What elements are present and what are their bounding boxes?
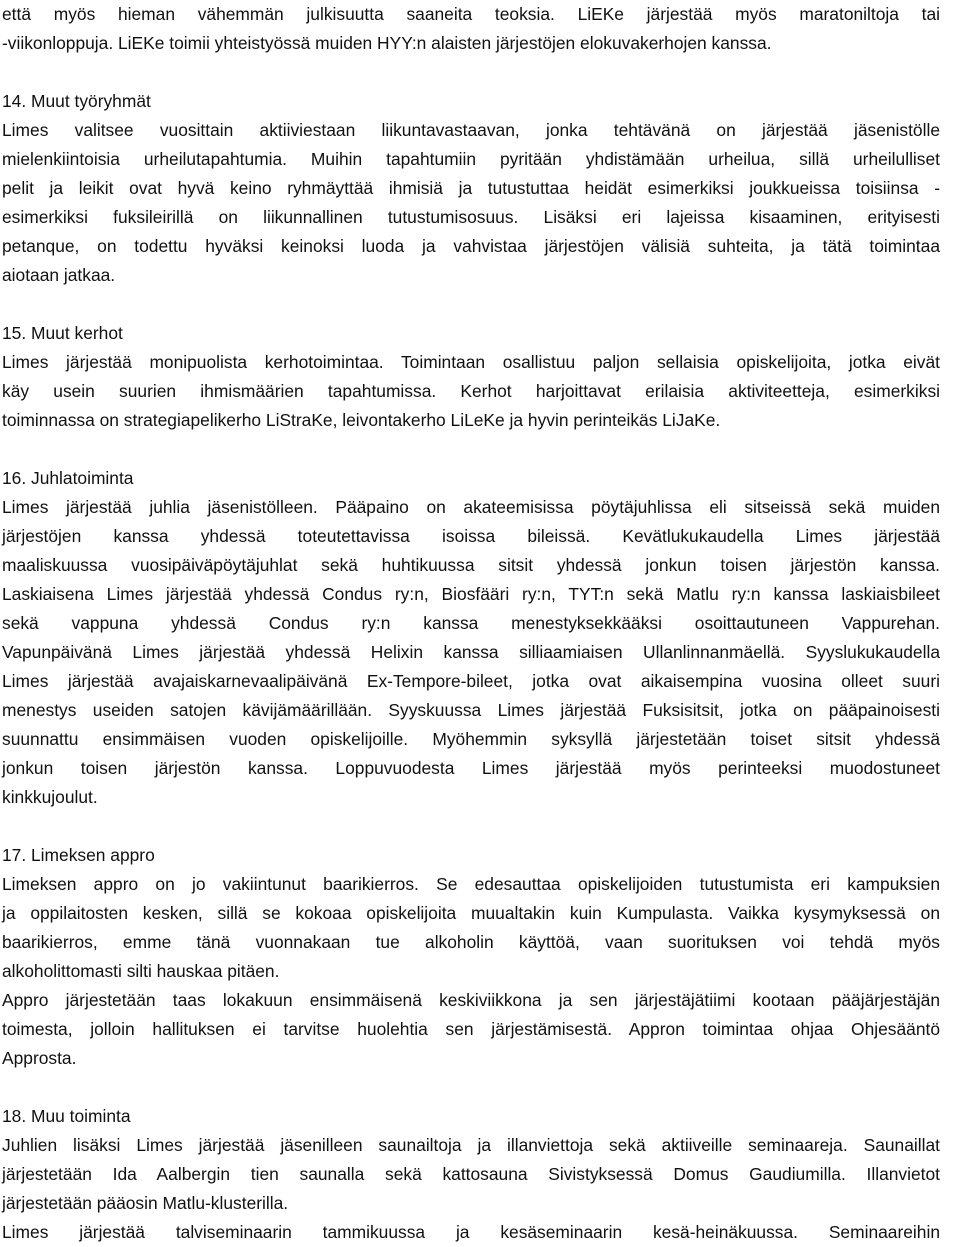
text-line: Appro järjestetään taas lokakuun ensimmäisenä keskiviikkona ja sen järjestäjätiimi kootaan pääjärjestäjän bbox=[2, 990, 940, 1010]
text-line: Approsta. bbox=[2, 1048, 77, 1068]
text-line: Limes järjestää monipuolista kerhotoimintaa. Toimintaan osallistuu paljon sellaisia opiskelijoita, jotka eivät bbox=[2, 352, 940, 372]
text-line: Vapunpäivänä Limes järjestää yhdessä Helixin kanssa silliaamiaisen Ullanlinnanmäellä. Syyslukukaudella bbox=[2, 642, 940, 662]
text-line: käy usein suurien ihmismäärien tapahtumissa. Kerhot harjoittavat erilaisia aktiviteetteja, esimerkiksi bbox=[2, 381, 940, 401]
intro-paragraph bbox=[2, 0, 940, 58]
text-line: toimesta, jolloin hallituksen ei tarvitse huolehtia sen järjestämisestä. Appron toimintaa ohjaa Ohjesääntö bbox=[2, 1019, 940, 1039]
text-line: Limes järjestää juhlia jäsenistölleen. Pääpaino on akateemisissa pöytäjuhlissa eli sitseissä sekä muiden bbox=[2, 497, 940, 517]
section-heading: 16. Juhlatoiminta bbox=[2, 468, 134, 488]
section-17 bbox=[2, 841, 940, 1073]
text-line: kinkkujoulut. bbox=[2, 787, 98, 807]
section-18 bbox=[2, 1102, 940, 1247]
section-heading: 15. Muut kerhot bbox=[2, 323, 123, 343]
text-line: Limes järjestää talviseminaarin tammikuussa ja kesäseminaarin kesä-heinäkuussa. Seminaareihin bbox=[2, 1222, 940, 1242]
section-15 bbox=[2, 319, 940, 435]
section-heading: 18. Muu toiminta bbox=[2, 1106, 131, 1126]
text-line: toiminnassa on strategiapelikerho LiStraKe, leivontakerho LiLeKe ja hyvin perinteikäs LiJaKe. bbox=[2, 410, 721, 430]
text-line: sekä vappuna yhdessä Condus ry:n kanssa menestyksekkääksi osoittautuneen Vappurehan. bbox=[2, 613, 940, 633]
text-line: Juhlien lisäksi Limes järjestää jäsenilleen saunailtoja ja illanviettoja sekä aktiiveille seminaareja. Saunaillat bbox=[2, 1135, 940, 1155]
text-line: esimerkiksi fuksileirillä on liikunnallinen tutustumisosuus. Lisäksi eri lajeissa kisaaminen, erityisesti bbox=[2, 207, 940, 227]
text-line: järjestöjen kanssa yhdessä toteutettavissa isoissa bileissä. Kevätlukukaudella Limes järjestää bbox=[2, 526, 940, 546]
text-line: Limes järjestää avajaiskarnevaalipäivänä Ex-Tempore-bileet, jotka ovat aikaisempina vuosina olleet suuri bbox=[2, 671, 940, 691]
text-line: järjestetään Ida Aalbergin tien saunalla sekä kattosauna Sivistyksessä Domus Gaudiumilla. Illanvietot bbox=[2, 1164, 940, 1184]
text-line: maaliskuussa vuosipäiväpöytäjuhlat sekä huhtikuussa sitsit yhdessä jonkun toisen järjestön kanssa. bbox=[2, 555, 940, 575]
text-line: että myös hieman vähemmän julkisuutta saaneita teoksia. LiEKe järjestää myös maratoniltoja tai bbox=[2, 4, 940, 24]
text-line: alkoholittomasti silti hauskaa pitäen. bbox=[2, 961, 280, 981]
text-line: pelit ja leikit ovat hyvä keino ryhmäyttää ihmisiä ja tutustuttaa heidät esimerkiksi joukkueissa toisiinsa - bbox=[2, 178, 940, 198]
text-line: petanque, on todettu hyväksi keinoksi luoda ja vahvistaa järjestöjen välisiä suhteita, ja tätä toimintaa bbox=[2, 236, 940, 256]
text-line: -viikonloppuja. LiEKe toimii yhteistyössä muiden HYY:n alaisten järjestöjen elokuvakerhojen kanssa. bbox=[2, 33, 772, 53]
section-14 bbox=[2, 87, 940, 290]
text-line: Limeksen appro on jo vakiintunut baarikierros. Se edesauttaa opiskelijoiden tutustumista eri kampuksien bbox=[2, 874, 940, 894]
section-heading: 17. Limeksen appro bbox=[2, 845, 155, 865]
section-16 bbox=[2, 464, 940, 812]
text-line: ja oppilaitosten kesken, sillä se kokoaa opiskelijoita muualtakin kuin Kumpulasta. Vaikka kysymyksessä on bbox=[2, 903, 940, 923]
text-line: mielenkiintoisia urheilutapahtumia. Muihin tapahtumiin pyritään yhdistämään urheilua, sillä urheilulliset bbox=[2, 149, 940, 169]
text-line: jonkun toisen järjestön kanssa. Loppuvuodesta Limes järjestää myös perinteeksi muodostuneet bbox=[2, 758, 940, 778]
text-line: Limes valitsee vuosittain aktiiviestaan liikuntavastaavan, jonka tehtävänä on järjestää jäsenistölle bbox=[2, 120, 940, 140]
text-line: Laskiaisena Limes järjestää yhdessä Condus ry:n, Biosfääri ry:n, TYT:n sekä Matlu ry:n kanssa laskiaisbileet bbox=[2, 584, 940, 604]
text-line: suunnattu ensimmäisen vuoden opiskelijoille. Myöhemmin syksyllä järjestetään toiset sitsit yhdessä bbox=[2, 729, 940, 749]
text-line: menestys useiden satojen kävijämäärillään. Syyskuussa Limes järjestää Fuksisitsit, jotka on pääpainoisesti bbox=[2, 700, 940, 720]
text-line: järjestetään pääosin Matlu-klusterilla. bbox=[2, 1193, 289, 1213]
section-heading: 14. Muut työryhmät bbox=[2, 91, 151, 111]
document-page bbox=[2, 0, 940, 1247]
text-line: aiotaan jatkaa. bbox=[2, 265, 116, 285]
text-line: baarikierros, emme tänä vuonnakaan tue alkoholin käyttöä, vaan suorituksen voi tehdä myös bbox=[2, 932, 940, 952]
